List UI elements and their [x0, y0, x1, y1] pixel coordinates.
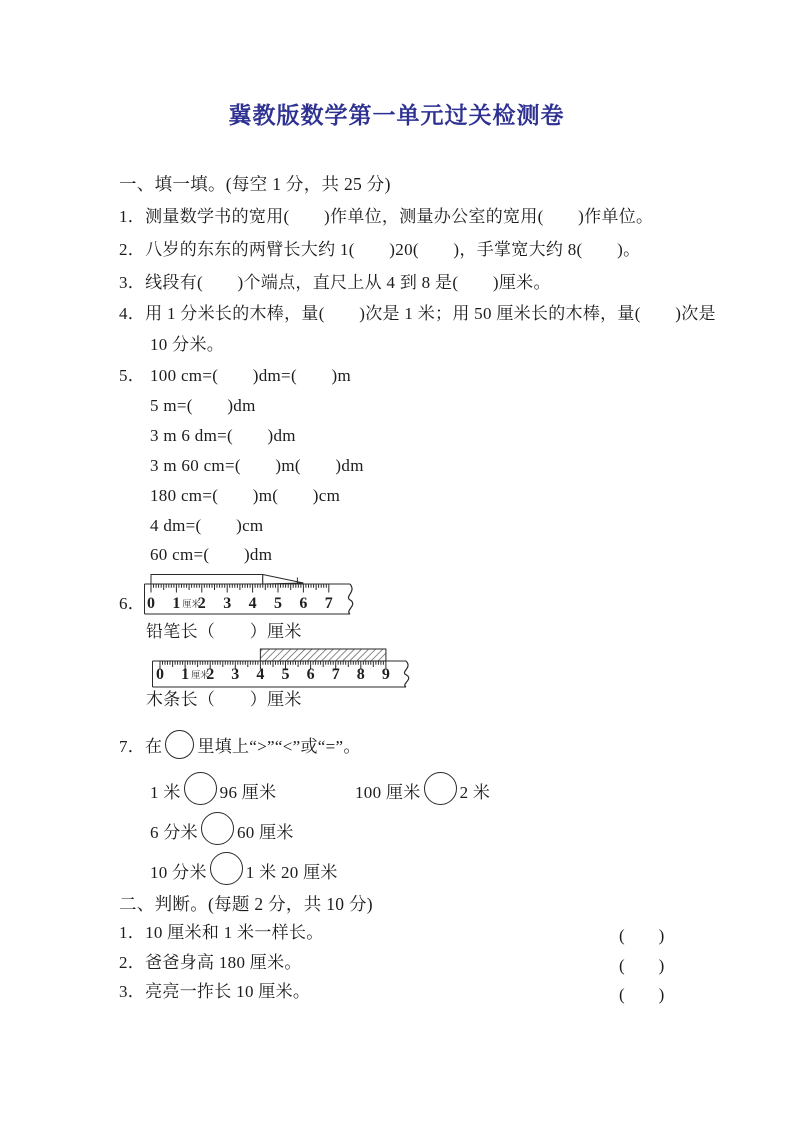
question-5-label: 5．: [119, 366, 146, 385]
q5-conversion-line: 3 m 60 cm=( )m( )dm: [150, 456, 364, 475]
q5-conversion-line: 3 m 6 dm=( )dm: [150, 426, 296, 445]
question-4-line2: 10 分米。: [150, 335, 225, 354]
ruler-tick-number: 1: [181, 666, 190, 683]
question-4-line1: 4．用 1 分米长的木棒，量( )次是 1 米；用 50 厘米长的木棒，量( )次是: [119, 304, 716, 323]
judge-item: 2．爸爸身高 180 厘米。: [119, 953, 302, 972]
ruler-tick-number: 0: [147, 595, 155, 612]
ruler-tick-number: 3: [231, 666, 240, 683]
ruler-tick-number: 6: [306, 666, 315, 683]
comparison-circle: [201, 812, 234, 845]
judge-item: 1．10 厘米和 1 米一样长。: [119, 923, 324, 942]
comparison-right: 96 厘米: [219, 783, 277, 802]
comparison-left: 100 厘米: [355, 783, 421, 802]
comparison-circle: [210, 852, 243, 885]
ruler-unit-label: 厘米: [191, 670, 210, 680]
comparison-left: 1 米: [150, 783, 181, 802]
ruler-tick-number: 6: [299, 595, 308, 612]
ruler-tick-number: 4: [248, 595, 257, 612]
section-judge-header: 二、判断。(每题 2 分，共 10 分): [119, 894, 373, 914]
answer-blank: ( ): [619, 926, 665, 945]
comparison-row: [150, 852, 338, 885]
comparison-left: 6 分米: [150, 823, 198, 842]
comparison-circle: [424, 772, 457, 805]
ruler-tick-number: 8: [356, 666, 365, 683]
ruler-tick-number: 3: [223, 595, 232, 612]
q7-suffix: 里填上“>”“<”或“=”。: [197, 737, 361, 756]
comparison-circle: [184, 772, 217, 805]
ruler-tick-number: 2: [197, 595, 206, 612]
pencil-ruler-figure: [144, 572, 360, 625]
section-fill-header: 一、填一填。(每空 1 分，共 25 分): [119, 174, 391, 194]
ruler-unit-label: 厘米: [182, 599, 201, 609]
q7-prefix: 7．在: [119, 737, 163, 756]
judge-item: 3．亮亮一拃长 10 厘米。: [119, 982, 311, 1001]
ruler-tick-number: 5: [281, 666, 290, 683]
q5-conversion-line: 5 m=( )dm: [150, 396, 256, 415]
question-2: 2．八岁的东东的两臂长大约 1( )20( )，手掌宽大约 8( )。: [119, 240, 641, 259]
answer-blank: ( ): [619, 956, 665, 975]
strip-length-caption: 木条长（ ）厘米: [146, 690, 302, 709]
q5-conversion-line: 100 cm=( )dm=( )m: [150, 366, 351, 385]
question-3: 3．线段有( )个端点，直尺上从 4 到 8 是( )厘米。: [119, 273, 551, 292]
page-title: 冀教版数学第一单元过关检测卷: [228, 103, 565, 128]
q5-conversion-line: 180 cm=( )m( )cm: [150, 486, 341, 505]
ruler-tick-number: 4: [256, 666, 265, 683]
comparison-right: 2 米: [459, 783, 491, 802]
ruler-tick-number: 9: [381, 666, 390, 683]
ruler-tick-number: 5: [274, 595, 282, 612]
q5-conversion-line: 4 dm=( )cm: [150, 516, 264, 535]
comparison-circle: [165, 730, 194, 759]
q5-conversion-line: 60 cm=( )dm: [150, 545, 273, 564]
question-1: 1．测量数学书的宽用( )作单位，测量办公室的宽用( )作单位。: [119, 207, 654, 226]
comparison-pair-2: [355, 772, 490, 805]
comparison-row: [150, 772, 670, 805]
ruler-tick-number: 7: [324, 595, 333, 612]
comparison-left: 10 分米: [150, 863, 207, 882]
pencil-length-caption: 铅笔长（ ）厘米: [146, 622, 302, 641]
question-7-header: [119, 730, 361, 759]
comparison-right: 60 厘米: [236, 823, 294, 842]
ruler-tick-number: 0: [156, 666, 164, 683]
answer-blank: ( ): [619, 985, 665, 1004]
question-6-label: 6．: [119, 594, 146, 613]
ruler-tick-number: 2: [206, 666, 215, 683]
ruler-tick-number: 7: [331, 666, 340, 683]
comparison-right: 1 米 20 厘米: [245, 863, 338, 882]
ruler-tick-number: 1: [172, 595, 181, 612]
comparison-row: [150, 812, 294, 845]
